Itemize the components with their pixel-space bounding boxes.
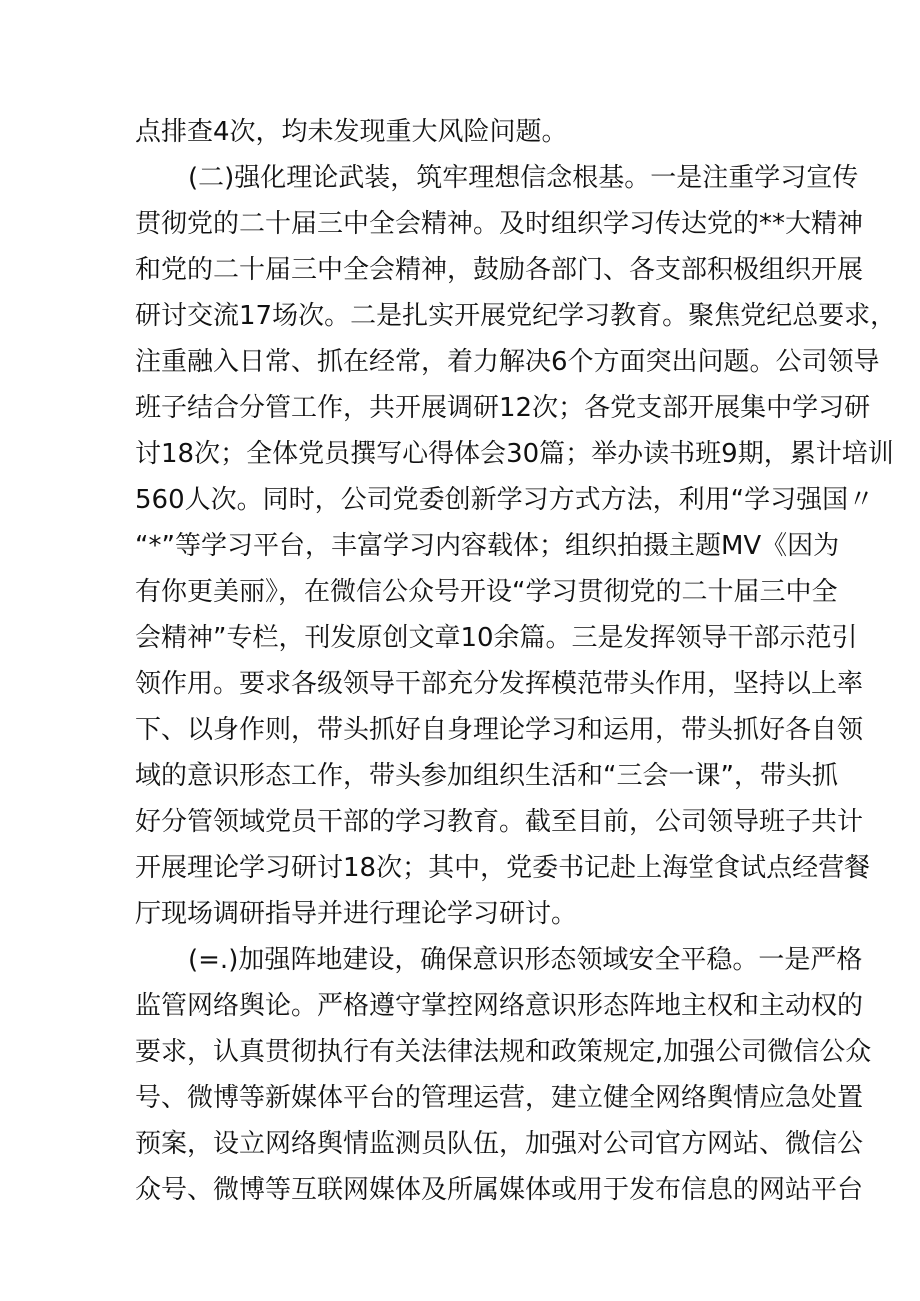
text-line: 点排查4次，均未发现重大风险问题。 <box>135 117 568 147</box>
text-line: 众号、微博等互联网媒体及所属媒体或用于发布信息的网站平台 <box>135 1175 864 1205</box>
text-line: 贯彻党的二十届三中全会精神。及时组织学习传达党的**大精神 <box>135 209 864 239</box>
text-line: 有你更美丽》，在微信公众号开设“学习贯彻党的二十届三中全 <box>135 577 838 607</box>
text-line: (二)强化理论武装，筑牢理想信念根基。一是注重学习宣传 <box>188 163 859 193</box>
text-line: 号、微博等新媒体平台的管理运营，建立健全网络舆情应急处置 <box>135 1083 864 1113</box>
text-line: 下、以身作则，带头抓好自身理论学习和运用，带头抓好各自领 <box>135 715 864 745</box>
text-line: 和党的二十届三中全会精神，鼓励各部门、各支部积极组织开展 <box>135 255 864 285</box>
text-line: 要求，认真贯彻执行有关法律法规和政策规定,加强公司微信公众 <box>135 1037 872 1067</box>
text-line: 预案，设立网络舆情监测员队伍，加强对公司官方网站、微信公 <box>135 1129 864 1159</box>
text-line: (=.)加强阵地建设，确保意识形态领域安全平稳。一是严格 <box>188 945 863 975</box>
text-line: 厅现场调研指导并进行理论学习研讨。 <box>135 899 578 929</box>
text-line: 班子结合分管工作，共开展调研12次；各党支部开展集中学习研 <box>135 393 871 423</box>
text-line: 监管网络舆论。严格遵守掌控网络意识形态阵地主权和主动权的 <box>135 991 864 1021</box>
text-line: “*”等学习平台，丰富学习内容载体；组织拍摄主题MV《因为 <box>135 531 840 561</box>
text-line: 领作用。要求各级领导干部充分发挥模范带头作用，坚持以上率 <box>135 669 864 699</box>
text-line: 研讨交流17场次。二是扎实开展党纪学习教育。聚焦党纪总要求， <box>135 301 897 331</box>
text-line: 好分管领域党员干部的学习教育。截至目前，公司领导班子共计 <box>135 807 864 837</box>
text-line: 域的意识形态工作，带头参加组织生活和“三会一课”，带头抓 <box>135 761 838 791</box>
text-line: 开展理论学习研讨18次；其中，党委书记赴上海堂食试点经营餐 <box>135 853 871 883</box>
text-line: 讨18次；全体党员撰写心得体会30篇；举办读书班9期，累计培训 <box>135 439 894 469</box>
text-line: 560人次。同时，公司党委创新学习方式方法，利用“学习强国〃 <box>135 485 875 515</box>
text-line: 注重融入日常、抓在经常，着力解决6个方面突出问题。公司领导 <box>135 347 880 377</box>
text-line: 会精神”专栏，刊发原创文章10余篇。三是发挥领导干部示范引 <box>135 623 858 653</box>
